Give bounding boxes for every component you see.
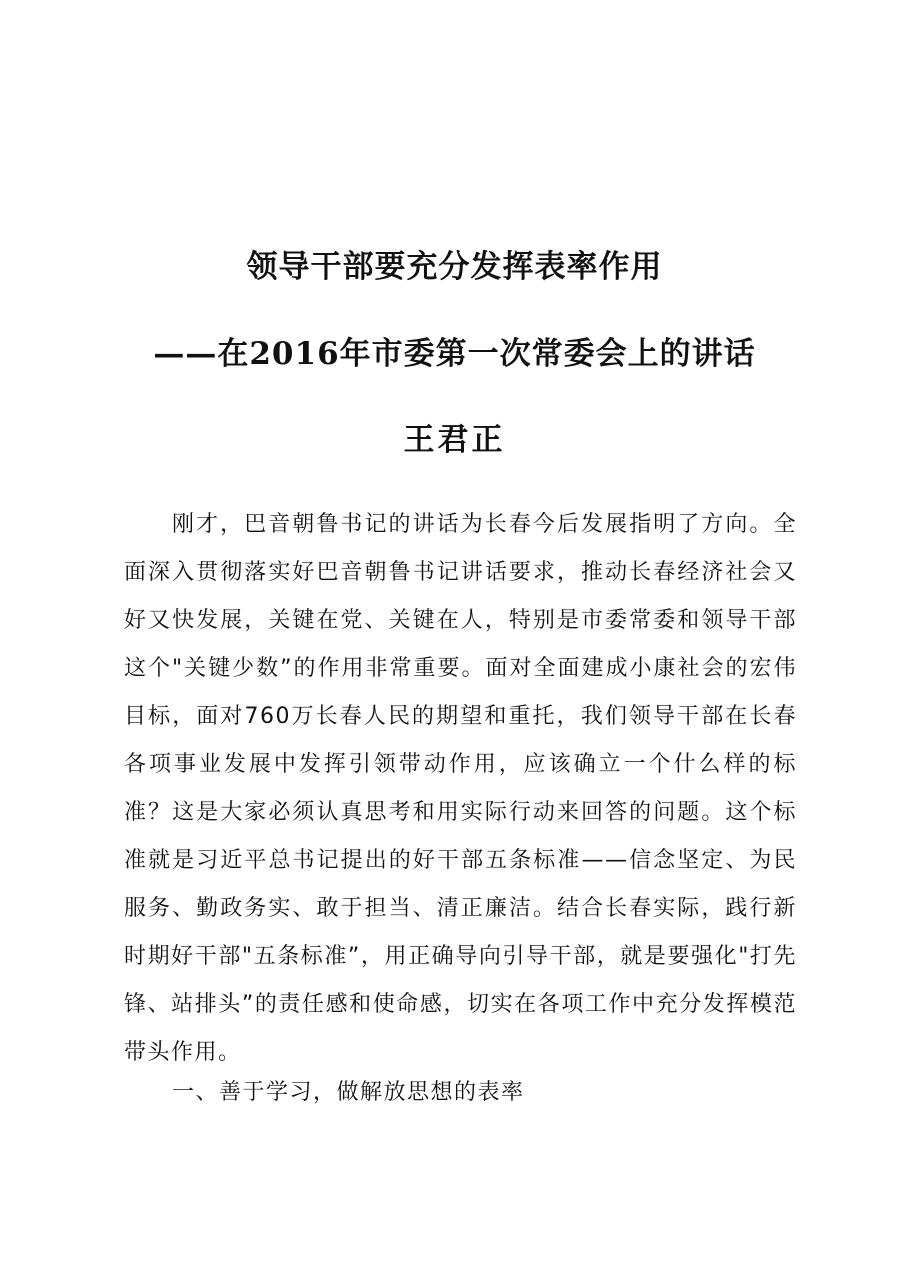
document-subtitle: ——在2016年市委第一次常委会上的讲话 [153, 336, 756, 372]
document-author: 王君正 [403, 422, 506, 458]
document-title: 领导干部要充分发挥表率作用 [246, 249, 663, 285]
section-heading: 一、善于学习，做解放思想的表率 [172, 1080, 525, 1105]
body-paragraph: 刚才，巴音朝鲁书记的讲话为长春今后发展指明了方向。全面深入贯彻落实好巴音朝鲁书记讲话要求，推动长春经济社会又好又快发展，关键在党、关键在人，特别是市委常委和领导干部这个"关键少数”的作用非常重要。面对全面建成小康社会的宏伟目标，面对760万长春人民的期望和重托，我们领导干部在长春各项事业发展中发挥引领带动作用，应该确立一个什么样的标准？这是大家必须认真思考和用实际行动来回答的问题。这个标准就是习近平总书记提出的好干部五条标准——信念坚定、为民服务、勤政务实、敢于担当、清正廉洁。结合长春实际，践行新时期好干部"五条标准”，用正确导向引导干部，就是要强化"打先锋、站排头”的责任感和使命感，切实在各项工作中充分发挥模范带头作用。 [124, 512, 797, 1065]
